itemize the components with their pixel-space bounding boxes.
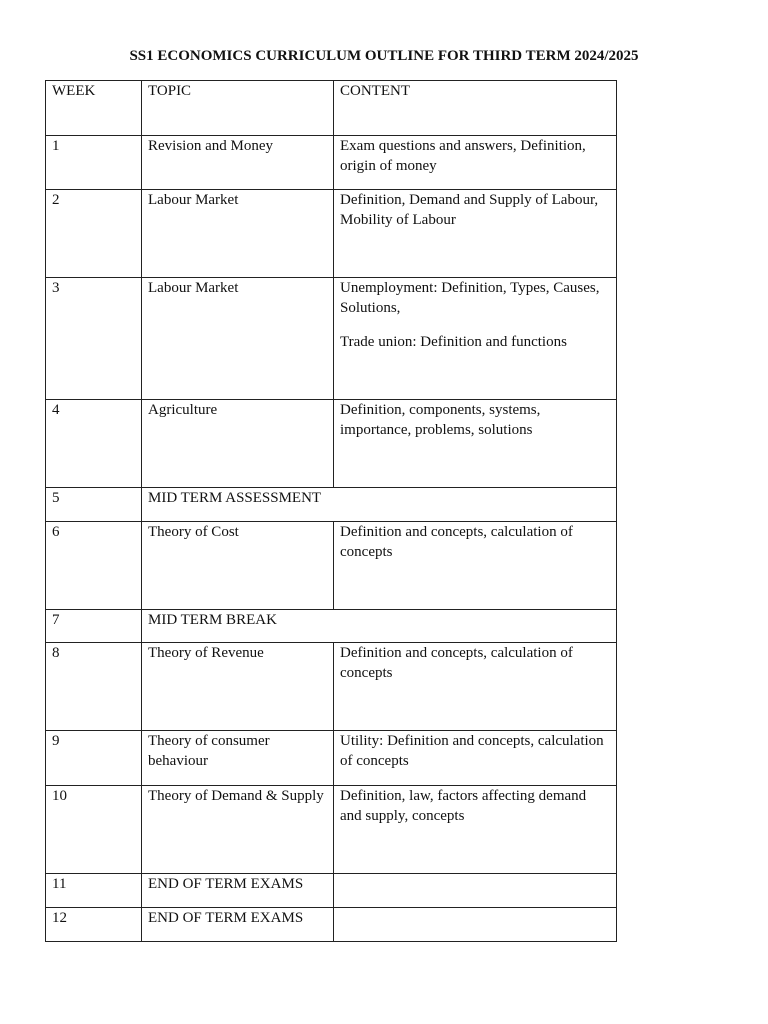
table-row	[46, 874, 617, 908]
content-paragraph: Exam questions and answers, Definition, origin of money	[340, 138, 586, 174]
content-cell	[334, 522, 617, 610]
content-cell	[334, 278, 617, 400]
topic-cell: END OF TERM EXAMS	[142, 874, 334, 908]
content-paragraph: Definition and concepts, calculation of concepts	[340, 645, 573, 681]
week-cell: 11	[46, 874, 142, 908]
topic-cell: Theory of Cost	[142, 522, 334, 610]
week-cell: 9	[46, 731, 142, 786]
content-cell	[334, 400, 617, 488]
content-paragraph: Unemployment: Definition, Types, Causes, Solutions,	[340, 280, 600, 316]
topic-cell: END OF TERM EXAMS	[142, 908, 334, 942]
table-row	[46, 786, 617, 874]
content-paragraph: Trade union: Definition and functions	[340, 334, 567, 350]
week-cell: 4	[46, 400, 142, 488]
header-content: CONTENT	[334, 81, 617, 136]
topic-cell: Theory of consumer behaviour	[142, 731, 334, 786]
table-row	[46, 643, 617, 731]
topic-cell: MID TERM BREAK	[142, 610, 617, 643]
topic-cell: Theory of Revenue	[142, 643, 334, 731]
topic-cell: Revision and Money	[142, 136, 334, 190]
topic-cell: Agriculture	[142, 400, 334, 488]
content-cell	[334, 643, 617, 731]
content-cell	[334, 190, 617, 278]
week-cell: 8	[46, 643, 142, 731]
week-cell: 2	[46, 190, 142, 278]
topic-cell: Theory of Demand & Supply	[142, 786, 334, 874]
week-cell: 1	[46, 136, 142, 190]
table-row	[46, 610, 617, 643]
table-row	[46, 522, 617, 610]
content-paragraph: Definition, components, systems, importance, problems, solutions	[340, 402, 541, 438]
content-paragraph: Utility: Definition and concepts, calculation of concepts	[340, 733, 604, 769]
table-row	[46, 136, 617, 190]
week-cell: 10	[46, 786, 142, 874]
content-cell	[334, 908, 617, 942]
curriculum-table-body	[46, 81, 617, 942]
content-paragraph: Definition and concepts, calculation of concepts	[340, 524, 573, 560]
document-title: SS1 ECONOMICS CURRICULUM OUTLINE FOR THIRD TERM 2024/2025	[129, 48, 639, 64]
table-header-row	[46, 81, 617, 136]
week-cell: 5	[46, 488, 142, 522]
content-cell	[334, 731, 617, 786]
content-cell	[334, 874, 617, 908]
week-cell: 3	[46, 278, 142, 400]
table-row	[46, 908, 617, 942]
week-cell: 7	[46, 610, 142, 643]
header-topic: TOPIC	[142, 81, 334, 136]
topic-cell: MID TERM ASSESSMENT	[142, 488, 617, 522]
table-row	[46, 488, 617, 522]
table-row	[46, 400, 617, 488]
header-week: WEEK	[46, 81, 142, 136]
content-cell	[334, 786, 617, 874]
table-row	[46, 278, 617, 400]
content-cell	[334, 136, 617, 190]
topic-cell: Labour Market	[142, 278, 334, 400]
topic-cell: Labour Market	[142, 190, 334, 278]
week-cell: 6	[46, 522, 142, 610]
week-cell: 12	[46, 908, 142, 942]
table-row	[46, 190, 617, 278]
curriculum-table	[45, 80, 617, 942]
content-paragraph: Definition, Demand and Supply of Labour, Mobility of Labour	[340, 192, 599, 228]
content-paragraph: Definition, law, factors affecting demand and supply, concepts	[340, 788, 587, 824]
table-row	[46, 731, 617, 786]
